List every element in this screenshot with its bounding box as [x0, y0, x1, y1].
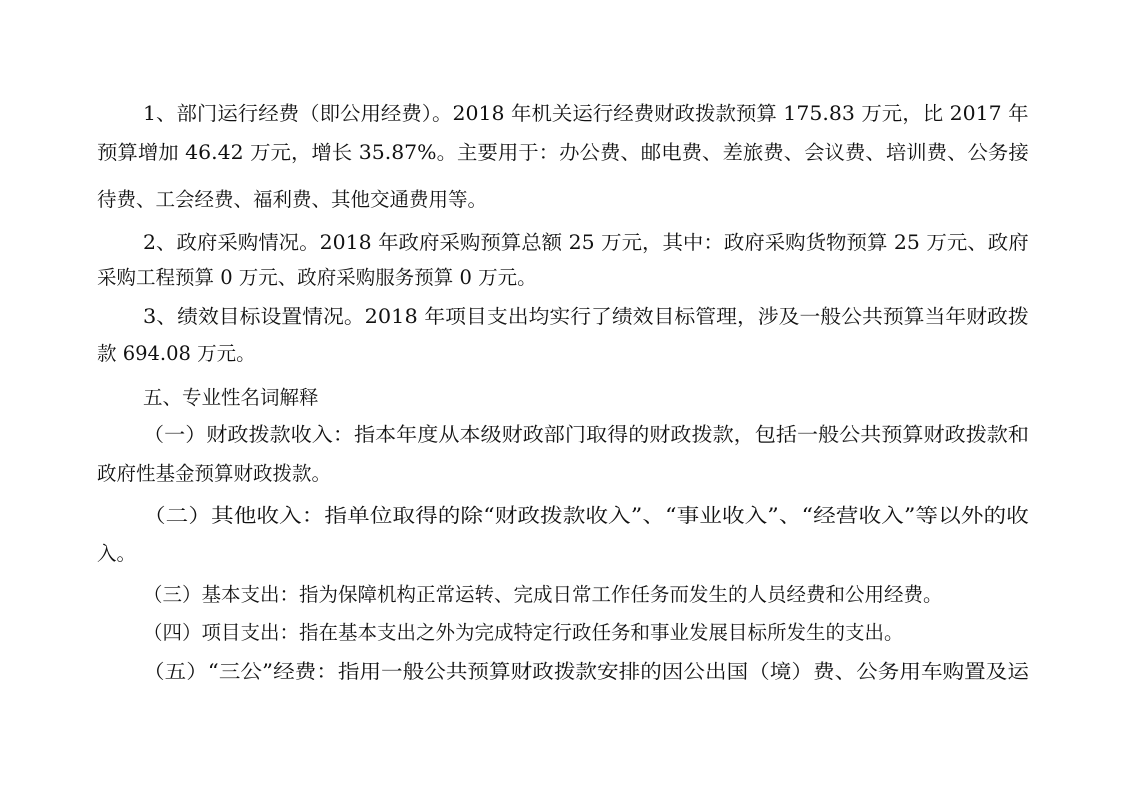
paragraph-1-line-2: 预算增加 46.42 万元，增长 35.87%。主要用于：办公费、邮电费、差旅费、会议费、培训费、公务接: [97, 141, 1029, 164]
definition-4-line-1: （四）项目支出：指在基本支出之外为完成特定行政任务和事业发展目标所发生的支出。: [143, 621, 904, 644]
definition-5-line-1: （五）“三公”经费：指用一般公共预算财政拨款安排的因公出国（境）费、公务用车购置及运: [143, 660, 1029, 683]
paragraph-3-line-1: 3、绩效目标设置情况。2018 年项目支出均实行了绩效目标管理，涉及一般公共预算当年财政拨: [143, 305, 1029, 328]
paragraph-1-line-1: 1、部门运行经费（即公用经费）。2018 年机关运行经费财政拨款预算 175.83 万元，比 2017 年: [143, 102, 1029, 125]
definition-2-line-2: 入。: [97, 542, 137, 565]
paragraph-2-line-1: 2、政府采购情况。2018 年政府采购预算总额 25 万元，其中：政府采购货物预算 25 万元、政府: [143, 231, 1029, 254]
paragraph-2-line-2: 采购工程预算 0 万元、政府采购服务预算 0 万元。: [97, 266, 537, 289]
paragraph-1-line-3: 待费、工会经费、福利费、其他交通费用等。: [97, 188, 488, 211]
definition-1-line-1: （一）财政拨款收入：指本年度从本级财政部门取得的财政拨款，包括一般公共预算财政拨款和: [143, 423, 1030, 446]
definition-3-line-1: （三）基本支出：指为保障机构正常运转、完成日常工作任务而发生的人员经费和公用经费。: [143, 583, 943, 606]
definition-1-line-2: 政府性基金预算财政拨款。: [97, 462, 332, 485]
definition-2-line-1: （二）其他收入：指单位取得的除“财政拨款收入”、“事业收入”、“经营收入”等以外的收: [143, 504, 1029, 527]
section-heading: 五、专业性名词解释: [143, 386, 319, 409]
paragraph-3-line-2: 款 694.08 万元。: [97, 342, 256, 365]
